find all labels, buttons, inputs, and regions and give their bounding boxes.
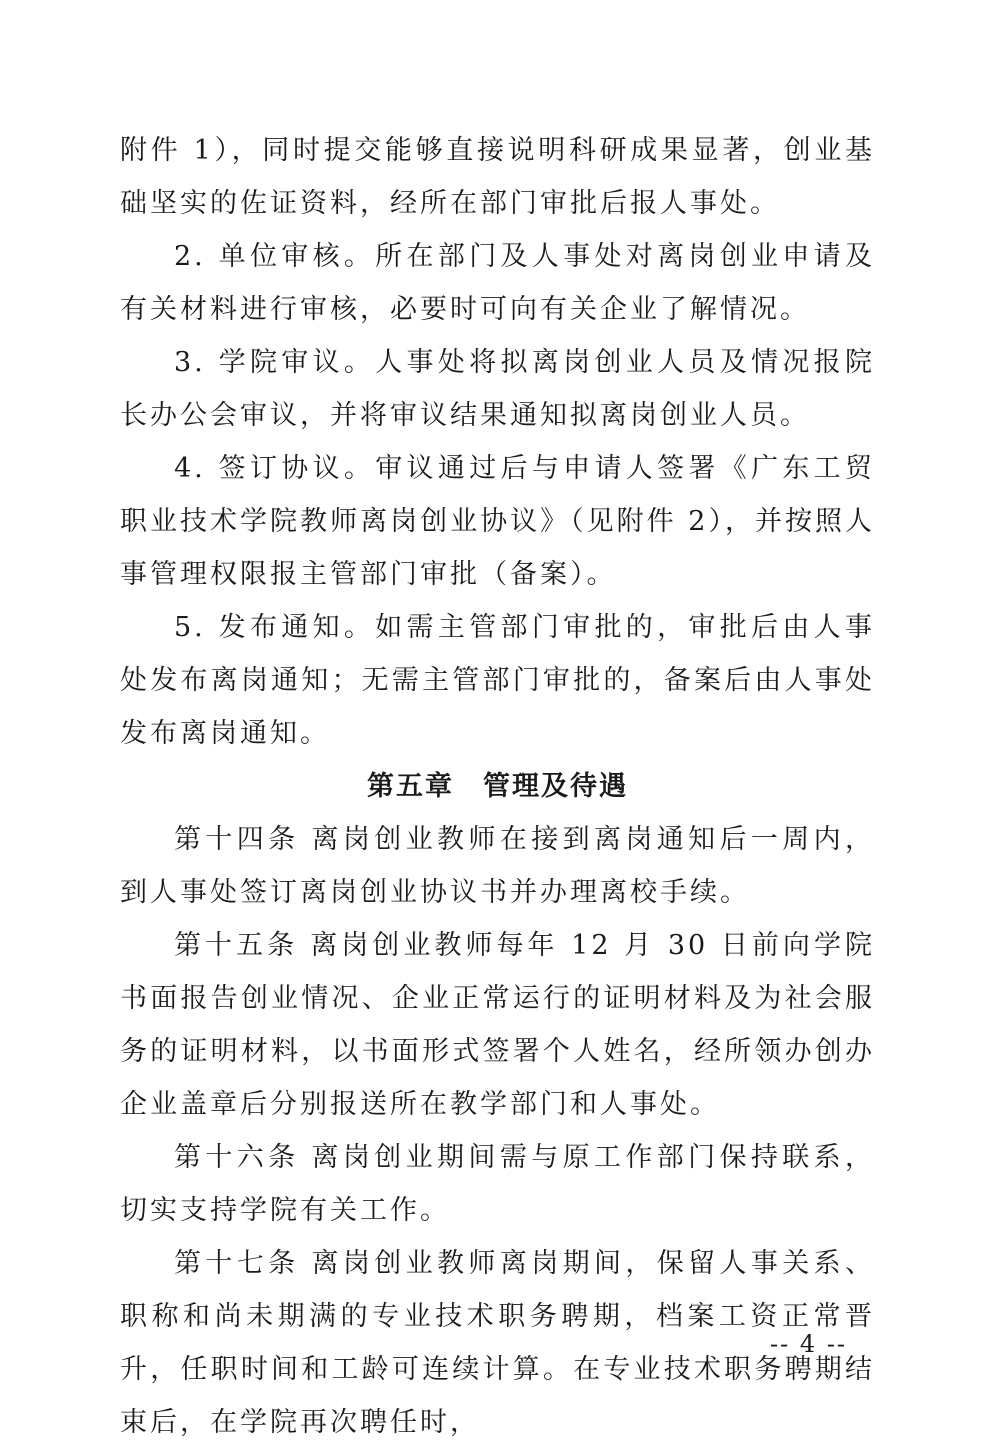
- paragraph-college-deliberation: 3. 学院审议。人事处将拟离岗创业人员及情况报院长办公会审议，并将审议结果通知拟离岗创业人员。: [120, 347, 875, 431]
- article-number: 第十五条: [174, 930, 299, 961]
- article-text: 离岗创业教师每年 12 月 30 日前向学院书面报告创业情况、企业正常运行的证明材料及为社会服务的证明材料，以书面形式签署个人姓名，经所领办创办企业盖章后分别报送所在教学部门和人事处。: [120, 930, 876, 1120]
- chapter-heading: 第五章 管理及待遇: [367, 771, 628, 802]
- document-body: [120, 124, 875, 1449]
- article-number: 第十六条: [174, 1142, 300, 1173]
- article-text: 离岗创业教师在接到离岗通知后一周内，到人事处签订离岗创业协议书并办理离校手续。: [120, 824, 876, 908]
- paragraph-attachment-continuation: 附件 1），同时提交能够直接说明科研成果显著，创业基础坚实的佐证资料，经所在部门审批后报人事处。: [120, 135, 875, 219]
- article-16: [120, 1131, 875, 1237]
- article-14: [120, 813, 875, 919]
- paragraph-sign-agreement: 4. 签订协议。审议通过后与申请人签署《广东工贸职业技术学院教师离岗创业协议》（见附件 2），并按照人事管理权限报主管部门审批（备案）。: [120, 453, 875, 590]
- article-15: [120, 919, 875, 1131]
- article-text: 离岗创业教师离岗期间，保留人事关系、职称和尚未期满的专业技术职务聘期，档案工资正常晋升，任职时间和工龄可连续计算。在专业技术职务聘期结束后，在学院再次聘任时，: [120, 1248, 876, 1438]
- paragraph-unit-review: 2. 单位审核。所在部门及人事处对离岗创业申请及有关材料进行审核，必要时可向有关企业了解情况。: [120, 241, 875, 325]
- article-text: 离岗创业期间需与原工作部门保持联系，切实支持学院有关工作。: [120, 1142, 876, 1226]
- page-number: -- 4 --: [770, 1330, 847, 1358]
- article-number: 第十四条: [174, 824, 300, 855]
- paragraph-publish-notice: 5. 发布通知。如需主管部门审批的，审批后由人事处发布离岗通知；无需主管部门审批的，备案后由人事处发布离岗通知。: [120, 612, 875, 749]
- article-number: 第十七条: [174, 1248, 300, 1279]
- article-17: [120, 1237, 875, 1449]
